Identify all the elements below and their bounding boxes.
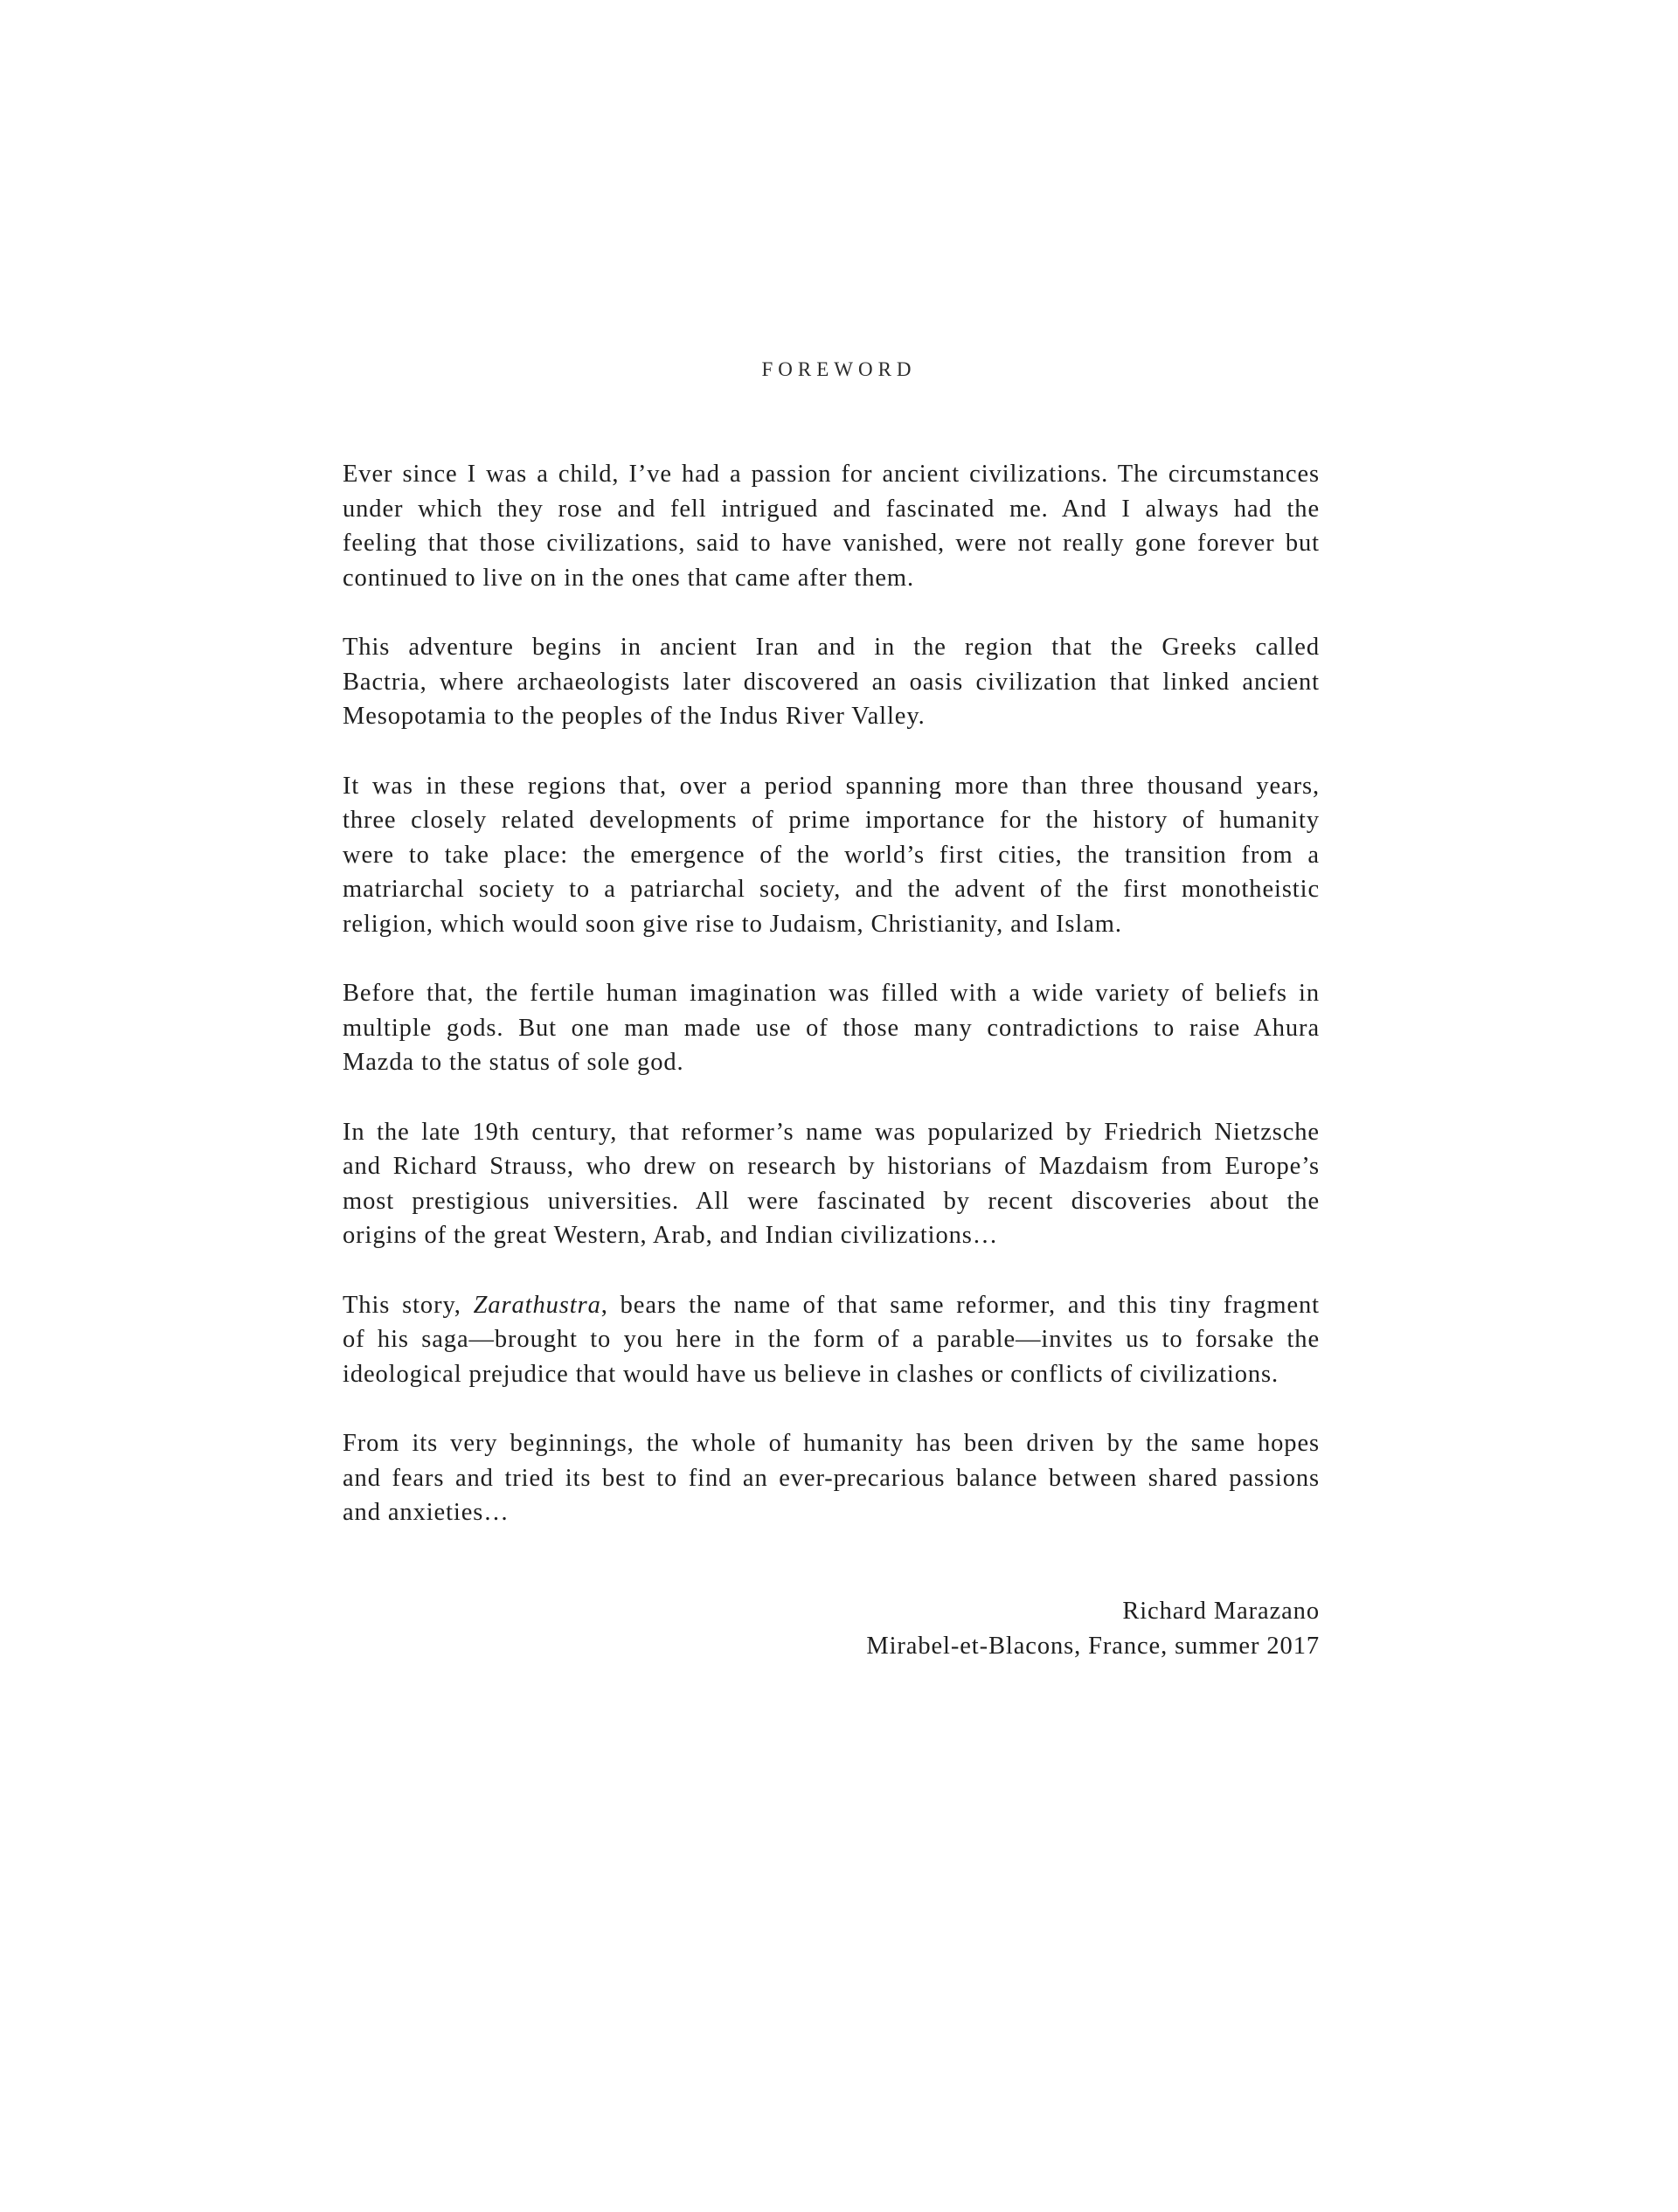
text-line: continued to live on in the ones that came after them.: [343, 564, 915, 592]
text-line: ideological prejudice that would have us believe in clashes or conflicts of civilizations.: [343, 1360, 1279, 1388]
paragraph-2: [343, 630, 1320, 734]
paragraph-7: [343, 1426, 1320, 1530]
text-line: of his saga—brought to you here in the form of a parable—invites us to forsake the: [343, 1326, 1320, 1353]
text-line: Bactria, where archaeologists later discovered an oasis civilization that linked ancient: [343, 668, 1320, 696]
author-name: Richard Marazano: [1122, 1598, 1320, 1625]
text-line: Before that, the fertile human imagination was filled with a wide variety of beliefs in: [343, 980, 1320, 1007]
text-line: Mazda to the status of sole god.: [343, 1049, 684, 1076]
text-line: and Richard Strauss, who drew on research by historians of Mazdaism from Europe’s: [343, 1153, 1320, 1180]
page-title: FOREWORD: [761, 358, 917, 380]
text-line: and anxieties…: [343, 1499, 510, 1526]
paragraph-3: [343, 769, 1320, 942]
text-line: multiple gods. But one man made use of those many contradictions to raise Ahura: [343, 1014, 1320, 1042]
text-segment: , bears the name of that same reformer, and this tiny fragment: [600, 1291, 1320, 1319]
text-line: three closely related developments of prime importance for the history of humanity: [343, 807, 1320, 834]
book-title: Zarathustra: [473, 1291, 601, 1319]
foreword-body: [343, 457, 1320, 1565]
text-segment: This story,: [343, 1291, 474, 1319]
text-line: matriarchal society to a patriarchal society, and the advent of the first monotheistic: [343, 876, 1320, 903]
paragraph-5: [343, 1115, 1320, 1253]
text-line: [343, 1288, 1320, 1323]
text-line: religion, which would soon give rise to Judaism, Christianity, and Islam.: [343, 910, 1122, 938]
place-and-date: Mirabel-et-Blacons, France, summer 2017: [866, 1632, 1320, 1660]
signature-block: [866, 1594, 1320, 1663]
text-line: and fears and tried its best to find an ever-precarious balance between shared passions: [343, 1464, 1320, 1492]
text-line: under which they rose and fell intrigued and fascinated me. And I always had the: [343, 495, 1320, 523]
paragraph-1: [343, 457, 1320, 595]
text-line: This adventure begins in ancient Iran and in the region that the Greeks called: [343, 634, 1320, 661]
text-line: It was in these regions that, over a period spanning more than three thousand years,: [343, 772, 1320, 800]
text-line: origins of the great Western, Arab, and Indian civilizations…: [343, 1222, 999, 1249]
text-line: From its very beginnings, the whole of humanity has been driven by the same hopes: [343, 1430, 1320, 1457]
text-line: In the late 19th century, that reformer’s name was popularized by Friedrich Nietzsche: [343, 1118, 1320, 1146]
paragraph-6: [343, 1288, 1320, 1392]
text-line: were to take place: the emergence of the world’s first cities, the transition from a: [343, 841, 1320, 869]
text-line: most prestigious universities. All were fascinated by recent discoveries about the: [343, 1187, 1320, 1215]
text-line: Mesopotamia to the peoples of the Indus River Valley.: [343, 703, 926, 730]
paragraph-4: [343, 976, 1320, 1080]
text-line: feeling that those civilizations, said to have vanished, were not really gone forever but: [343, 530, 1320, 557]
text-line: Ever since I was a child, I’ve had a passion for ancient civilizations. The circumstances: [343, 461, 1320, 488]
